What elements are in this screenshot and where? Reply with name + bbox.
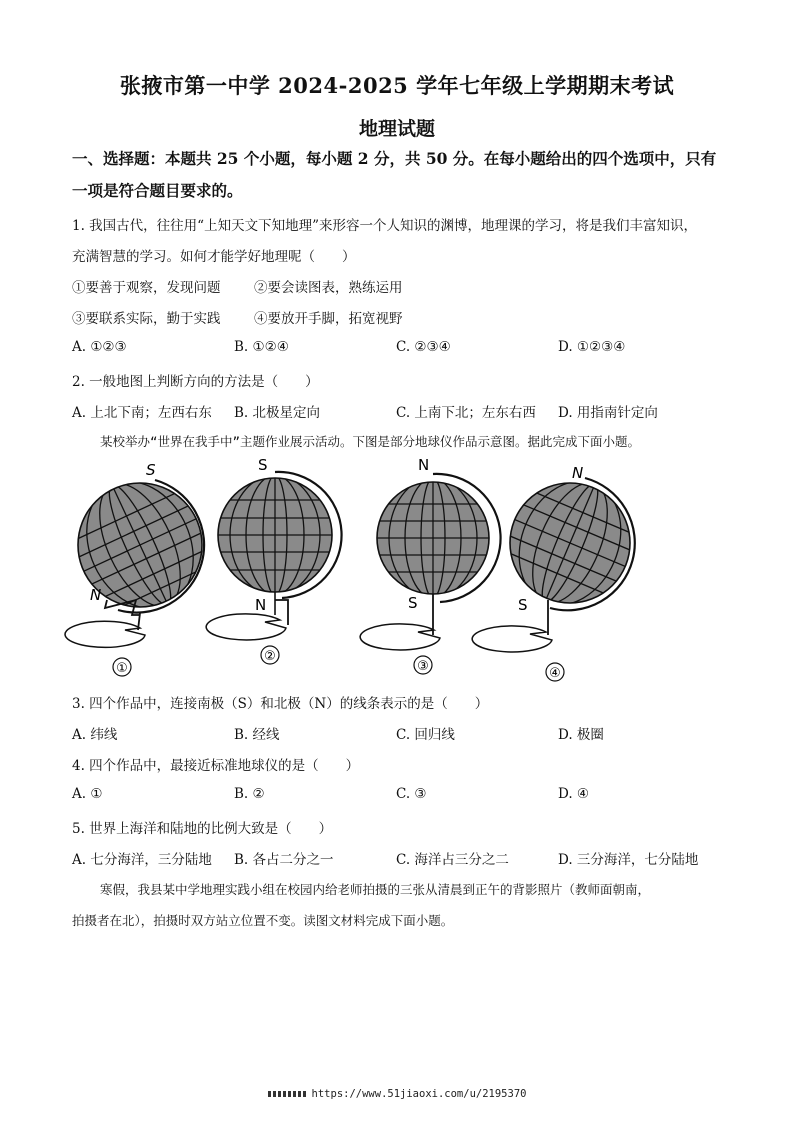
q4-option-b: B. ② [234, 786, 265, 802]
q2-stem: 2. 一般地图上判断方向的方法是（ ） [72, 374, 319, 390]
q3-option-d: D. 极圈 [558, 727, 604, 743]
q4-stem: 4. 四个作品中，最接近标准地球仪的是（ ） [72, 758, 360, 774]
q5-option-d: D. 三分海洋，七分陆地 [558, 852, 699, 868]
photo-intro-line1: 寒假，我县某中学地理实践小组在校园内给老师拍摄的三张从清晨到正午的背影照片（教师面朝南， [100, 882, 651, 897]
q5-option-c: C. 海洋占三分之二 [396, 852, 509, 868]
globe-1 [60, 452, 233, 676]
page-subtitle: 地理试题 [358, 118, 435, 140]
photo-intro-line2: 拍摄者在北），拍摄时双方站立位置不变。读图文材料完成下面小题。 [72, 913, 454, 928]
q3-option-a: A. 纬线 [72, 727, 118, 743]
q3-option-b: B. 经线 [234, 727, 280, 743]
globe-figure [60, 450, 740, 690]
q1-option-d: D. ①②③④ [558, 339, 626, 355]
q4-option-c: C. ③ [396, 786, 427, 802]
globe-2-top-pole: S [258, 456, 268, 474]
section-instruction-line1: 一、选择题：本题共 25 个小题，每小题 2 分，共 50 分。在每小题给出的四个选项中，只有 [72, 149, 717, 168]
q2-option-d: D. 用指南针定向 [558, 405, 658, 421]
q2-option-b: B. 北极星定向 [234, 405, 321, 421]
globe-1-bottom-pole: N [90, 586, 102, 604]
globe-4 [472, 453, 661, 681]
section-instruction-line2: 一项是符合题目要求的。 [72, 181, 243, 200]
q3-stem: 3. 四个作品中，连接南极（S）和北极（N）的线条表示的是（ ） [72, 696, 489, 712]
globe-3-label: ③ [417, 659, 429, 674]
q4-option-d: D. ④ [558, 786, 590, 802]
q1-item-1: ①要善于观察，发现问题 [72, 280, 221, 296]
globe-1-top-pole: S [146, 461, 156, 479]
globe-1-label: ① [116, 661, 128, 676]
footer-url[interactable]: https://www.51jiaoxi.com/u/2195370 [311, 1088, 527, 1100]
globe-4-bottom-pole: S [518, 596, 528, 614]
q3-option-c: C. 回归线 [396, 727, 455, 743]
q1-item-3: ③要联系实际，勤于实践 [72, 311, 221, 327]
globe-3-bottom-pole: S [408, 594, 418, 612]
q1-stem-line2: 充满智慧的学习。如何才能学好地理呢（ ） [72, 249, 356, 265]
q1-item-4: ④要放开手脚，拓宽视野 [254, 311, 403, 327]
q2-option-c: C. 上南下北；左东右西 [396, 405, 536, 421]
globe-4-label: ④ [549, 666, 561, 681]
q1-option-c: C. ②③④ [396, 339, 451, 355]
globe-3-top-pole: N [418, 456, 430, 474]
globe-intro: 某校举办“世界在我手中”主题作业展示活动。下图是部分地球仪作品示意图。据此完成下面小题。 [100, 434, 641, 449]
q1-option-b: B. ①②④ [234, 339, 289, 355]
globe-2-bottom-pole: N [255, 596, 267, 614]
q1-item-2: ②要会读图表，熟练运用 [254, 280, 403, 296]
q4-option-a: A. ① [72, 786, 103, 802]
globe-2 [206, 456, 341, 664]
q5-option-b: B. 各占二分之一 [234, 852, 334, 868]
site-logo [268, 1091, 306, 1097]
q2-option-a: A. 上北下南；左西右东 [72, 405, 212, 421]
page-title: 张掖市第一中学 2024-2025 学年七年级上学期期末考试 [119, 73, 675, 98]
q5-stem: 5. 世界上海洋和陆地的比例大致是（ ） [72, 821, 333, 837]
page-footer [0, 1088, 794, 1100]
q1-stem-line1: 1. 我国古代，往往用“上知天文下知地理”来形容一个人知识的渊博，地理课的学习，将是我们丰富知识， [72, 218, 697, 234]
globe-4-top-pole: N [572, 464, 584, 482]
q1-option-a: A. ①②③ [72, 339, 127, 355]
globe-2-label: ② [264, 649, 276, 664]
q5-option-a: A. 七分海洋，三分陆地 [72, 852, 212, 868]
